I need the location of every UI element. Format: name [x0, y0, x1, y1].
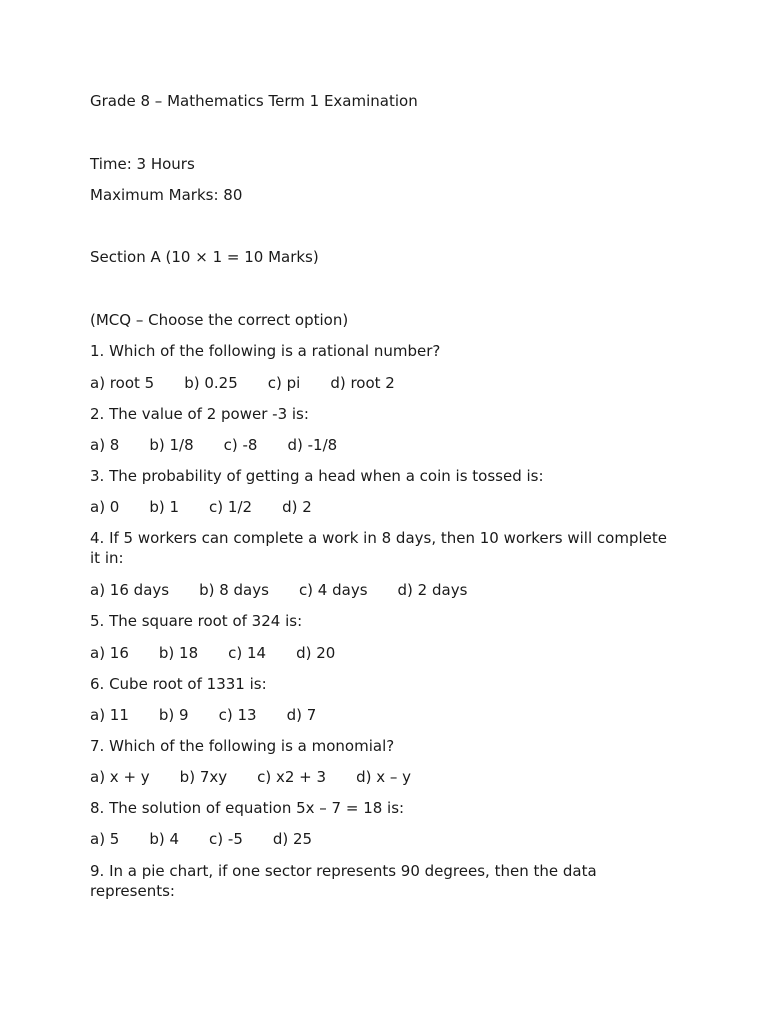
- question-3-options: [90, 497, 312, 517]
- question-9: 9. In a pie chart, if one sector represents 90 degrees, then the data represents:: [90, 862, 597, 900]
- option-a: a) 5: [90, 830, 120, 848]
- question-6: 6. Cube root of 1331 is:: [90, 675, 267, 693]
- section-title: Section A (10 × 1 = 10 Marks): [90, 248, 319, 266]
- option-c: c) pi: [267, 374, 301, 392]
- option-a: a) 8: [90, 436, 120, 454]
- question-5: 5. The square root of 324 is:: [90, 612, 303, 630]
- option-d: d) -1/8: [287, 436, 338, 454]
- question-7: 7. Which of the following is a monomial?: [90, 737, 395, 755]
- option-d: d) 2: [282, 498, 312, 516]
- option-a: a) 16 days: [90, 581, 170, 599]
- option-d: d) root 2: [330, 374, 395, 392]
- option-a: a) 0: [90, 498, 120, 516]
- option-d: d) 2 days: [397, 581, 468, 599]
- option-c: c) x2 + 3: [257, 768, 327, 786]
- question-2: 2. The value of 2 power -3 is:: [90, 405, 309, 423]
- option-d: d) 25: [272, 830, 313, 848]
- option-a: a) 11: [90, 706, 129, 724]
- option-b: b) 8 days: [199, 581, 269, 599]
- question-4: 4. If 5 workers can complete a work in 8 days, then 10 workers will complete it in:: [90, 529, 667, 567]
- question-7-options: [90, 767, 411, 787]
- option-c: c) -8: [223, 436, 258, 454]
- option-b: b) 18: [158, 644, 199, 662]
- section-instruction: (MCQ – Choose the correct option): [90, 311, 349, 329]
- option-a: a) x + y: [90, 768, 150, 786]
- option-b: b) 1: [149, 498, 180, 516]
- option-a: a) root 5: [90, 374, 155, 392]
- question-8: 8. The solution of equation 5x – 7 = 18 is:: [90, 799, 405, 817]
- option-c: c) 4 days: [298, 581, 368, 599]
- option-d: d) x – y: [356, 768, 411, 786]
- question-5-options: [90, 643, 335, 663]
- question-4-options: [90, 580, 467, 600]
- option-c: c) 14: [228, 644, 267, 662]
- option-d: d) 7: [286, 706, 317, 724]
- option-c: c) 1/2: [209, 498, 253, 516]
- option-c: c) 13: [218, 706, 257, 724]
- question-6-options: [90, 705, 316, 725]
- question-1-options: [90, 373, 395, 393]
- question-3: 3. The probability of getting a head when a coin is tossed is:: [90, 467, 544, 485]
- exam-max-marks: Maximum Marks: 80: [90, 186, 243, 204]
- option-b: b) 9: [158, 706, 189, 724]
- option-b: b) 4: [149, 830, 180, 848]
- question-8-options: [90, 829, 312, 849]
- option-a: a) 16: [90, 644, 129, 662]
- option-d: d) 20: [296, 644, 336, 662]
- question-1: 1. Which of the following is a rational number?: [90, 342, 441, 360]
- question-2-options: [90, 435, 337, 455]
- option-c: c) -5: [209, 830, 243, 848]
- exam-title: Grade 8 – Mathematics Term 1 Examination: [90, 92, 418, 110]
- exam-time: Time: 3 Hours: [90, 155, 195, 173]
- option-b: b) 1/8: [149, 436, 194, 454]
- option-b: b) 0.25: [184, 374, 238, 392]
- option-b: b) 7xy: [179, 768, 228, 786]
